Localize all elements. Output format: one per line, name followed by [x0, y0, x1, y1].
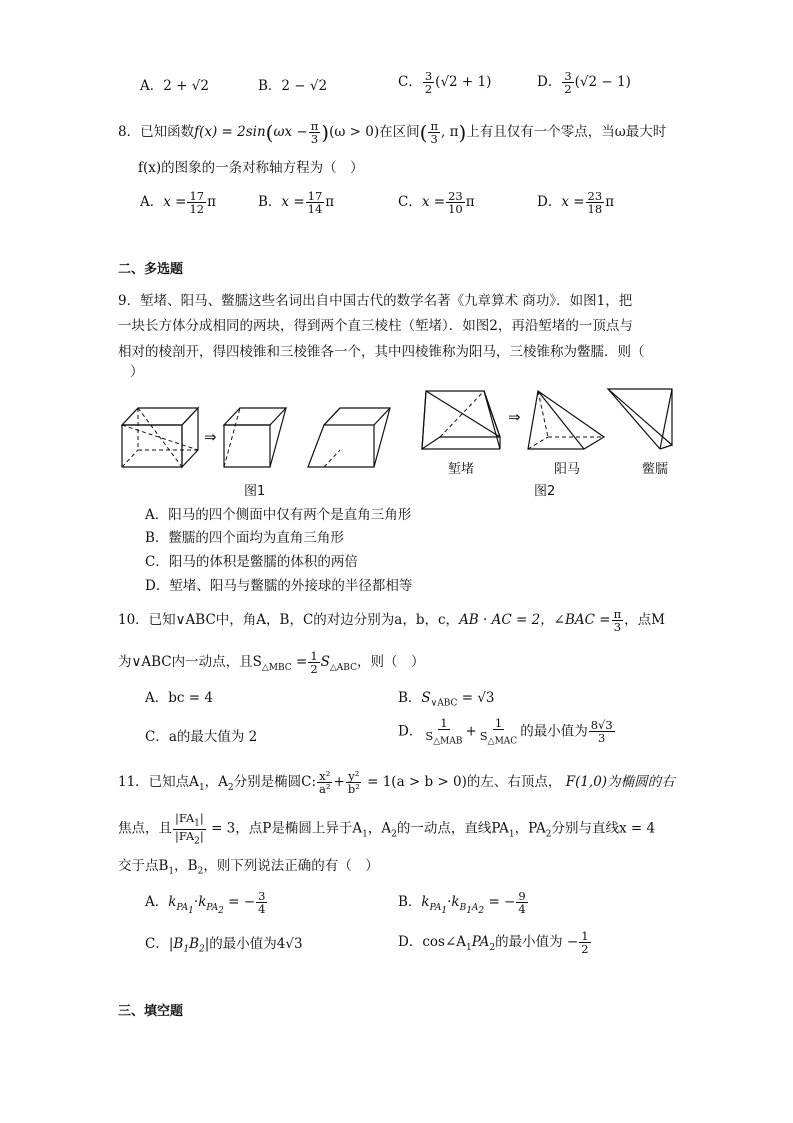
- figure-2-name-yangma: 阳马: [554, 462, 581, 477]
- q10-stem-line1: 10．已知∨ABC中，角A，B，C的对边分别为a，b，c，AB · AC = 2，∠BAC = $\frac{\pi}{3}$ ，点M: [118, 607, 665, 635]
- q8-stem-line2: f(x)的图象的一条对称轴方程为（ ）: [138, 160, 364, 176]
- q7-option-b: B．2 − √2: [258, 78, 328, 94]
- q9-stem-line2: 一块长方体分成相同的两块，得到两个直三棱柱（堑堵）．如图2，再沿堑堵的一顶点与: [118, 318, 633, 334]
- q7-option-d: D． $\frac{3}{2}$ (√2 − 1): [537, 69, 631, 97]
- q8-option-a: A．x = $\frac{17}{12}$ π: [140, 189, 216, 217]
- figure-2-qiandu-yangma-bienao: [418, 385, 688, 457]
- figure-2-name-bienao: 鳖臑: [642, 462, 669, 477]
- q11-option-c: C．$|B_1B_2|$的最小值为4√3: [145, 936, 303, 955]
- q10-stem-line2: 为∨ABC内一动点，且$S_{\triangle MBC}$ = $\frac{1}{2}$ $S_{\triangle ABC}$，则（ ）: [118, 649, 425, 677]
- q10-option-b: B．$S_{\vee ABC} = √3$: [398, 690, 495, 709]
- q11-stem-line1: 11．已知点$A_1$，$A_2$分别是椭圆C: $\frac{\text{x²}}{\text{a²}}$ + $\frac{\text{y²}}{\text{b²}}$ = 1(a > b > 0)的左、右顶点， F(1,0)为椭圆的右: [118, 769, 675, 797]
- q9-option-c: C．阳马的体积是鳖臑的体积的两倍: [145, 554, 358, 570]
- q9-option-a: A．阳马的四个侧面中仅有两个是直角三角形: [145, 507, 412, 523]
- q11-option-b: B．$k_{PA_1}\cdot k_{B_1A_2}$ = − $\frac{9}{4}$: [398, 889, 526, 917]
- q10-option-a: A．bc = 4: [145, 690, 213, 706]
- q9-stem-line3: 相对的棱剖开，得四棱锥和三棱锥各一个，其中四棱锥称为阳马，三棱锥称为鳖臑．则（: [118, 344, 645, 360]
- figure-1-cuboid-split: [118, 400, 398, 475]
- figure-2-name-qiandu: 堑堵: [448, 462, 475, 477]
- q8-option-c: C．x = $\frac{23}{10}$ π: [398, 189, 475, 217]
- q11-stem-line2: 焦点，且 $\frac{|FA_1|}{|FA_2|}$ = 3，点P是椭圆上异于$A_1$，$A_2$的一动点，直线$PA_1$，$PA_2$分别与直线x = 4: [118, 811, 656, 847]
- q8-option-b: B．x = $\frac{17}{14}$ π: [258, 189, 335, 217]
- q10-option-d: D． $\frac{1}{S_{\triangle MAB}}$ + $\frac{1}{S_{\triangle MAC}}$ 的最小值为 $\frac{8√3}{3}$: [398, 716, 613, 747]
- q9-option-b: B．鳖臑的四个面均为直角三角形: [145, 530, 344, 546]
- q9-stem-line1: 9．堑堵、阳马、鳖臑这些名词出自中国古代的数学名著《九章算术 商功》．如图1，把: [118, 293, 633, 309]
- q9-option-d: D．堑堵、阳马与鳖臑的外接球的半径都相等: [145, 578, 413, 594]
- figure-1-arrow: ⇒: [204, 428, 217, 446]
- q9-stem-line4: ）: [130, 364, 144, 380]
- figure-2-arrow: ⇒: [508, 408, 521, 426]
- section-heading-fill-blank: 三、填空题: [118, 1004, 184, 1019]
- figure-2-label: 图2: [534, 484, 556, 499]
- q11-option-d: D．$\cos\angle A_1PA_2$的最小值为 − $\frac{1}{2}$: [398, 929, 589, 957]
- q7-option-c: C． $\frac{3}{2}$ (√2 + 1): [398, 69, 492, 97]
- q8-option-d: D．x = $\frac{23}{18}$ π: [537, 189, 615, 217]
- figure-1-label: 图1: [244, 484, 266, 499]
- q8-stem-line1: 8．已知函数f(x) = 2sin(ωx − $\frac{\pi}{3}$ )(ω > 0)在区间( $\frac{\pi}{3}$ , π)上有且仅有一个零点，当ω最大时: [118, 119, 667, 147]
- q10-option-c: C．a的最大值为 2: [145, 729, 258, 745]
- q11-stem-line3: 交于点$B_1$，$B_2$，则下列说法正确的有（ ）: [118, 858, 379, 877]
- q7-option-a: A．2 + √2: [140, 78, 209, 94]
- q11-option-a: A．$k_{PA_1}\cdot k_{PA_2}$ = − $\frac{3}{4}$: [145, 889, 266, 917]
- section-heading-multi-choice: 二、多选题: [118, 262, 184, 277]
